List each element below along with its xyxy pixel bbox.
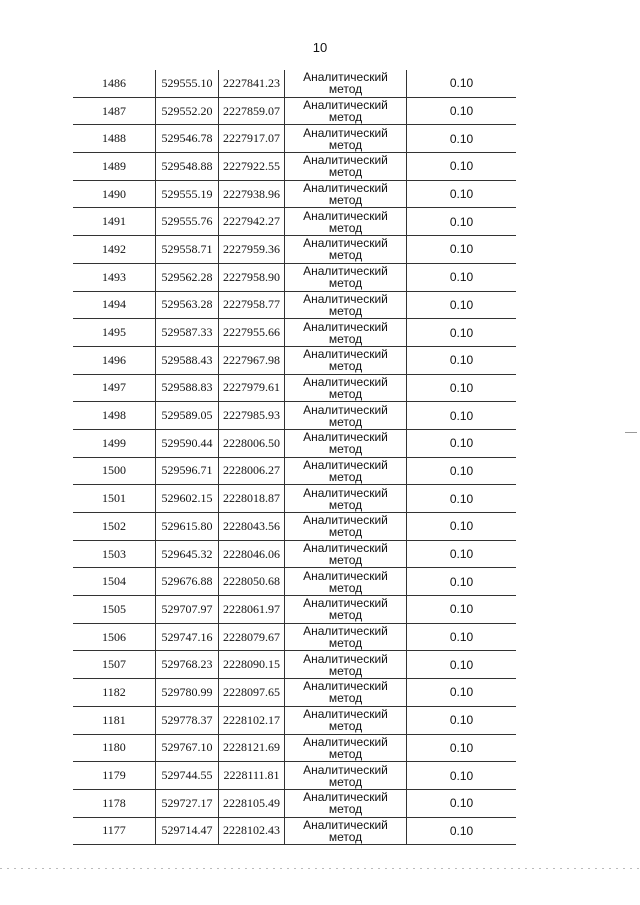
y-coordinate-cell: 2227922.55 bbox=[219, 153, 285, 181]
point-number-cell: 1487 bbox=[73, 97, 156, 125]
point-number-cell: 1504 bbox=[73, 568, 156, 596]
x-coordinate-cell: 529589.05 bbox=[156, 402, 219, 430]
table-row bbox=[73, 540, 516, 568]
y-coordinate-cell: 2228006.50 bbox=[219, 429, 285, 457]
point-number-cell: 1497 bbox=[73, 374, 156, 402]
x-coordinate-cell: 529747.16 bbox=[156, 623, 219, 651]
method-line-1: Аналитический bbox=[303, 541, 388, 556]
x-coordinate-cell: 529780.99 bbox=[156, 679, 219, 707]
point-number-cell: 1490 bbox=[73, 180, 156, 208]
precision-cell: 0.10 bbox=[407, 513, 517, 541]
method-cell bbox=[285, 596, 407, 624]
method-line-1: Аналитический bbox=[303, 319, 388, 334]
table-row bbox=[73, 374, 516, 402]
method-cell bbox=[285, 180, 407, 208]
y-coordinate-cell: 2227979.61 bbox=[219, 374, 285, 402]
method-line-2: метод bbox=[328, 719, 363, 734]
method-line-1: Аналитический bbox=[303, 790, 388, 805]
point-number-cell: 1492 bbox=[73, 236, 156, 264]
precision-cell: 0.10 bbox=[407, 125, 517, 153]
method-line-2: метод bbox=[328, 774, 363, 789]
y-coordinate-cell: 2228102.43 bbox=[219, 817, 285, 845]
point-number-cell: 1502 bbox=[73, 513, 156, 541]
method-cell bbox=[285, 70, 407, 97]
method-line-2: метод bbox=[328, 248, 363, 263]
table-row bbox=[73, 291, 516, 319]
method-line-1: Аналитический bbox=[303, 208, 388, 223]
method-line-2: метод bbox=[328, 525, 363, 540]
method-cell bbox=[285, 291, 407, 319]
table-row bbox=[73, 789, 516, 817]
method-cell bbox=[285, 485, 407, 513]
y-coordinate-cell: 2228043.56 bbox=[219, 513, 285, 541]
method-line-2: метод bbox=[328, 691, 363, 706]
method-cell bbox=[285, 540, 407, 568]
precision-cell: 0.10 bbox=[407, 402, 517, 430]
precision-cell: 0.10 bbox=[407, 180, 517, 208]
table-row bbox=[73, 402, 516, 430]
point-number-cell: 1505 bbox=[73, 596, 156, 624]
x-coordinate-cell: 529546.78 bbox=[156, 125, 219, 153]
method-cell bbox=[285, 125, 407, 153]
precision-cell: 0.10 bbox=[407, 540, 517, 568]
precision-cell: 0.10 bbox=[407, 97, 517, 125]
point-number-cell: 1179 bbox=[73, 762, 156, 790]
method-line-2: метод bbox=[328, 386, 363, 401]
table-row bbox=[73, 236, 516, 264]
y-coordinate-cell: 2227958.90 bbox=[219, 263, 285, 291]
point-number-cell: 1178 bbox=[73, 789, 156, 817]
method-line-2: метод bbox=[328, 220, 363, 235]
point-number-cell: 1180 bbox=[73, 734, 156, 762]
method-line-2: метод bbox=[328, 414, 363, 429]
method-line-2: метод bbox=[328, 331, 363, 346]
y-coordinate-cell: 2227958.77 bbox=[219, 291, 285, 319]
method-line-2: метод bbox=[328, 553, 363, 568]
precision-cell: 0.10 bbox=[407, 623, 517, 651]
point-number-cell: 1499 bbox=[73, 429, 156, 457]
table-row bbox=[73, 679, 516, 707]
point-number-cell: 1491 bbox=[73, 208, 156, 236]
x-coordinate-cell: 529744.55 bbox=[156, 762, 219, 790]
y-coordinate-cell: 2228111.81 bbox=[219, 762, 285, 790]
x-coordinate-cell: 529558.71 bbox=[156, 236, 219, 264]
precision-cell: 0.10 bbox=[407, 236, 517, 264]
x-coordinate-cell: 529563.28 bbox=[156, 291, 219, 319]
precision-cell: 0.10 bbox=[407, 789, 517, 817]
method-line-1: Аналитический bbox=[303, 596, 388, 611]
method-cell bbox=[285, 568, 407, 596]
precision-cell: 0.10 bbox=[407, 70, 517, 97]
method-line-2: метод bbox=[328, 829, 363, 844]
method-cell bbox=[285, 651, 407, 679]
method-cell bbox=[285, 374, 407, 402]
y-coordinate-cell: 2227859.07 bbox=[219, 97, 285, 125]
y-coordinate-cell: 2228079.67 bbox=[219, 623, 285, 651]
table-row bbox=[73, 125, 516, 153]
table-row bbox=[73, 180, 516, 208]
method-line-1: Аналитический bbox=[303, 624, 388, 639]
method-line-1: Аналитический bbox=[303, 374, 388, 389]
method-cell bbox=[285, 263, 407, 291]
method-line-1: Аналитический bbox=[303, 181, 388, 196]
method-line-2: метод bbox=[328, 276, 363, 291]
table-row bbox=[73, 429, 516, 457]
point-number-cell: 1498 bbox=[73, 402, 156, 430]
y-coordinate-cell: 2227959.36 bbox=[219, 236, 285, 264]
y-coordinate-cell: 2227938.96 bbox=[219, 180, 285, 208]
table-row bbox=[73, 623, 516, 651]
method-line-1: Аналитический bbox=[303, 513, 388, 528]
table-row bbox=[73, 513, 516, 541]
x-coordinate-cell: 529645.32 bbox=[156, 540, 219, 568]
table-row bbox=[73, 568, 516, 596]
method-line-2: метод bbox=[328, 608, 363, 623]
precision-cell: 0.10 bbox=[407, 762, 517, 790]
method-line-2: метод bbox=[328, 442, 363, 457]
table-row bbox=[73, 97, 516, 125]
precision-cell: 0.10 bbox=[407, 734, 517, 762]
method-line-1: Аналитический bbox=[303, 402, 388, 417]
method-cell bbox=[285, 762, 407, 790]
method-line-2: метод bbox=[328, 497, 363, 512]
table-row bbox=[73, 706, 516, 734]
method-cell bbox=[285, 734, 407, 762]
method-cell bbox=[285, 679, 407, 707]
x-coordinate-cell: 529587.33 bbox=[156, 319, 219, 347]
coordinates-table bbox=[73, 70, 516, 845]
x-coordinate-cell: 529552.20 bbox=[156, 97, 219, 125]
precision-cell: 0.10 bbox=[407, 817, 517, 845]
method-line-2: метод bbox=[328, 165, 363, 180]
x-coordinate-cell: 529562.28 bbox=[156, 263, 219, 291]
method-line-1: Аналитический bbox=[303, 347, 388, 362]
precision-cell: 0.10 bbox=[407, 346, 517, 374]
method-cell bbox=[285, 623, 407, 651]
method-cell bbox=[285, 429, 407, 457]
x-coordinate-cell: 529778.37 bbox=[156, 706, 219, 734]
x-coordinate-cell: 529727.17 bbox=[156, 789, 219, 817]
x-coordinate-cell: 529676.88 bbox=[156, 568, 219, 596]
y-coordinate-cell: 2228090.15 bbox=[219, 651, 285, 679]
table-row bbox=[73, 263, 516, 291]
precision-cell: 0.10 bbox=[407, 651, 517, 679]
table-row bbox=[73, 596, 516, 624]
method-line-2: метод bbox=[328, 663, 363, 678]
method-line-1: Аналитический bbox=[303, 707, 388, 722]
method-line-1: Аналитический bbox=[303, 264, 388, 279]
table-row bbox=[73, 70, 516, 97]
method-line-2: метод bbox=[328, 193, 363, 208]
method-line-2: метод bbox=[328, 137, 363, 152]
method-line-1: Аналитический bbox=[303, 236, 388, 251]
method-line-1: Аналитический bbox=[303, 485, 388, 500]
table-row bbox=[73, 319, 516, 347]
point-number-cell: 1181 bbox=[73, 706, 156, 734]
precision-cell: 0.10 bbox=[407, 706, 517, 734]
method-cell bbox=[285, 789, 407, 817]
method-line-2: метод bbox=[328, 82, 363, 97]
x-coordinate-cell: 529767.10 bbox=[156, 734, 219, 762]
table-row bbox=[73, 153, 516, 181]
method-cell bbox=[285, 706, 407, 734]
x-coordinate-cell: 529707.97 bbox=[156, 596, 219, 624]
method-line-2: метод bbox=[328, 580, 363, 595]
point-number-cell: 1496 bbox=[73, 346, 156, 374]
y-coordinate-cell: 2228018.87 bbox=[219, 485, 285, 513]
y-coordinate-cell: 2227917.07 bbox=[219, 125, 285, 153]
table-row bbox=[73, 346, 516, 374]
point-number-cell: 1182 bbox=[73, 679, 156, 707]
x-coordinate-cell: 529615.80 bbox=[156, 513, 219, 541]
table-row bbox=[73, 734, 516, 762]
method-line-1: Аналитический bbox=[303, 568, 388, 583]
precision-cell: 0.10 bbox=[407, 596, 517, 624]
x-coordinate-cell: 529555.19 bbox=[156, 180, 219, 208]
x-coordinate-cell: 529714.47 bbox=[156, 817, 219, 845]
precision-cell: 0.10 bbox=[407, 457, 517, 485]
y-coordinate-cell: 2227942.27 bbox=[219, 208, 285, 236]
method-line-1: Аналитический bbox=[303, 457, 388, 472]
y-coordinate-cell: 2228050.68 bbox=[219, 568, 285, 596]
method-line-1: Аналитический bbox=[303, 125, 388, 140]
method-line-1: Аналитический bbox=[303, 679, 388, 694]
point-number-cell: 1486 bbox=[73, 70, 156, 97]
y-coordinate-cell: 2227955.66 bbox=[219, 319, 285, 347]
page-number: 10 bbox=[312, 40, 328, 55]
scan-artifact-mark bbox=[625, 432, 637, 433]
precision-cell: 0.10 bbox=[407, 208, 517, 236]
y-coordinate-cell: 2228105.49 bbox=[219, 789, 285, 817]
method-cell bbox=[285, 236, 407, 264]
y-coordinate-cell: 2228006.27 bbox=[219, 457, 285, 485]
table-row bbox=[73, 762, 516, 790]
method-cell bbox=[285, 402, 407, 430]
scan-artifact-line bbox=[0, 868, 640, 869]
method-line-2: метод bbox=[328, 110, 363, 125]
table-row bbox=[73, 208, 516, 236]
method-cell bbox=[285, 346, 407, 374]
point-number-cell: 1506 bbox=[73, 623, 156, 651]
x-coordinate-cell: 529602.15 bbox=[156, 485, 219, 513]
point-number-cell: 1493 bbox=[73, 263, 156, 291]
y-coordinate-cell: 2228061.97 bbox=[219, 596, 285, 624]
precision-cell: 0.10 bbox=[407, 153, 517, 181]
method-line-1: Аналитический bbox=[303, 651, 388, 666]
precision-cell: 0.10 bbox=[407, 263, 517, 291]
method-line-2: метод bbox=[328, 359, 363, 374]
method-line-2: метод bbox=[328, 303, 363, 318]
method-cell bbox=[285, 208, 407, 236]
y-coordinate-cell: 2228046.06 bbox=[219, 540, 285, 568]
y-coordinate-cell: 2228097.65 bbox=[219, 679, 285, 707]
point-number-cell: 1489 bbox=[73, 153, 156, 181]
method-cell bbox=[285, 513, 407, 541]
point-number-cell: 1507 bbox=[73, 651, 156, 679]
table-row bbox=[73, 485, 516, 513]
x-coordinate-cell: 529590.44 bbox=[156, 429, 219, 457]
method-line-2: метод bbox=[328, 469, 363, 484]
table-row bbox=[73, 651, 516, 679]
x-coordinate-cell: 529548.88 bbox=[156, 153, 219, 181]
y-coordinate-cell: 2227841.23 bbox=[219, 70, 285, 97]
method-line-2: метод bbox=[328, 636, 363, 651]
point-number-cell: 1177 bbox=[73, 817, 156, 845]
method-cell bbox=[285, 457, 407, 485]
method-line-1: Аналитический bbox=[303, 98, 388, 113]
x-coordinate-cell: 529596.71 bbox=[156, 457, 219, 485]
x-coordinate-cell: 529555.10 bbox=[156, 70, 219, 97]
point-number-cell: 1503 bbox=[73, 540, 156, 568]
y-coordinate-cell: 2227985.93 bbox=[219, 402, 285, 430]
table-row bbox=[73, 457, 516, 485]
method-line-2: метод bbox=[328, 802, 363, 817]
point-number-cell: 1495 bbox=[73, 319, 156, 347]
coordinates-table-body bbox=[73, 70, 516, 845]
point-number-cell: 1494 bbox=[73, 291, 156, 319]
method-line-1: Аналитический bbox=[303, 153, 388, 168]
method-cell bbox=[285, 319, 407, 347]
y-coordinate-cell: 2228121.69 bbox=[219, 734, 285, 762]
precision-cell: 0.10 bbox=[407, 568, 517, 596]
y-coordinate-cell: 2228102.17 bbox=[219, 706, 285, 734]
precision-cell: 0.10 bbox=[407, 679, 517, 707]
method-cell bbox=[285, 153, 407, 181]
method-cell bbox=[285, 97, 407, 125]
method-line-1: Аналитический bbox=[303, 762, 388, 777]
table-row bbox=[73, 817, 516, 845]
x-coordinate-cell: 529588.43 bbox=[156, 346, 219, 374]
point-number-cell: 1501 bbox=[73, 485, 156, 513]
precision-cell: 0.10 bbox=[407, 291, 517, 319]
y-coordinate-cell: 2227967.98 bbox=[219, 346, 285, 374]
point-number-cell: 1488 bbox=[73, 125, 156, 153]
method-cell bbox=[285, 817, 407, 845]
x-coordinate-cell: 529588.83 bbox=[156, 374, 219, 402]
method-line-1: Аналитический bbox=[303, 430, 388, 445]
precision-cell: 0.10 bbox=[407, 429, 517, 457]
x-coordinate-cell: 529555.76 bbox=[156, 208, 219, 236]
precision-cell: 0.10 bbox=[407, 374, 517, 402]
method-line-2: метод bbox=[328, 746, 363, 761]
method-line-1: Аналитический bbox=[303, 734, 388, 749]
method-line-1: Аналитический bbox=[303, 291, 388, 306]
method-line-1: Аналитический bbox=[303, 817, 388, 832]
precision-cell: 0.10 bbox=[407, 319, 517, 347]
method-line-1: Аналитический bbox=[303, 70, 388, 85]
precision-cell: 0.10 bbox=[407, 485, 517, 513]
x-coordinate-cell: 529768.23 bbox=[156, 651, 219, 679]
point-number-cell: 1500 bbox=[73, 457, 156, 485]
